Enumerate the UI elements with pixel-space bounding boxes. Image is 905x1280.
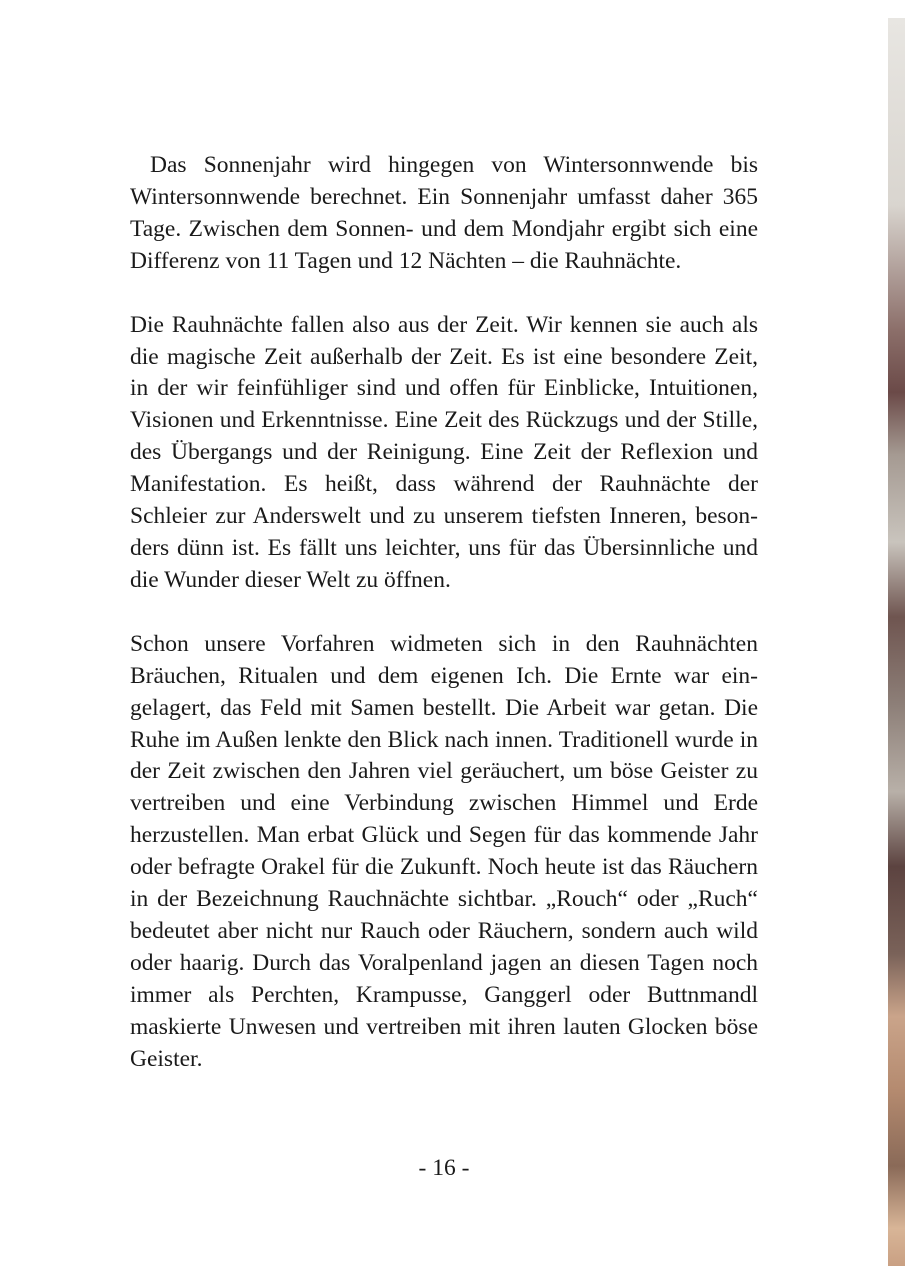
paragraph-1: Das Sonnenjahr wird hingegen von Wintersonnwende bis Wintersonnwende berechnet. Ein Sonnenjahr umfasst daher 365 Tage. Zwischen dem Sonnen- und dem Mondjahr ergibt sich eine Differenz von 11 Tagen und 12 Nächten – die Rauhnächte. xyxy=(130,152,758,274)
paragraph-3: Schon unsere Vorfahren widmeten sich in den Rauhnächten Bräuchen, Ritualen und dem eigenen Ich. Die Ernte war eingelagert, das Feld mit Samen bestellt. Die Arbeit war getan. Die Ruhe im Außen lenkte den Blick nach innen. Traditionell wurde in der Zeit zwischen den Jahren viel geräuchert, um böse Geister zu vertreiben und eine Verbindung zwischen Himmel und Erde herzustellen. Man erbat Glück und Segen für das kommende Jahr oder befragte Orakel für die Zukunft. Noch heute ist das Räuchern in der Bezeichnung Rauchnächte sichtbar. „Rouch“ oder „Ruch“ bedeutet aber nicht nur Rauch oder Räuchern, sondern auch wild oder haarig. Durch das Voralpenland jagen an diesen Tagen noch immer als Perchten, Krampusse, Ganggerl oder Buttnmandl maskierte Unwesen und vertreiben mit ihren lauten Glocken böse Geister. xyxy=(130,630,758,1072)
adjacent-page-edge xyxy=(888,18,905,1266)
paragraph-2: Die Rauhnächte fallen also aus der Zeit. Wir kennen sie auch als die magische Zeit außerhalb der Zeit. Es ist eine besondere Zeit, in der wir feinfühliger sind und offen für Einblicke, Intuitionen, Visionen und Erkenntnisse. Eine Zeit des Rückzugs und der Stille, des Übergangs und der Reinigung. Eine Zeit der Reflexion und Manifestation. Es heißt, dass während der Rauhnächte der Schleier zur Anderswelt und zu unserem tiefsten Inneren, besonders dünn ist. Es fällt uns leichter, uns für das Übersinnliche und die Wunder dieser Welt zu öffnen. xyxy=(130,311,758,593)
body-text xyxy=(130,150,758,1107)
page-number: - 16 - xyxy=(418,1155,470,1181)
